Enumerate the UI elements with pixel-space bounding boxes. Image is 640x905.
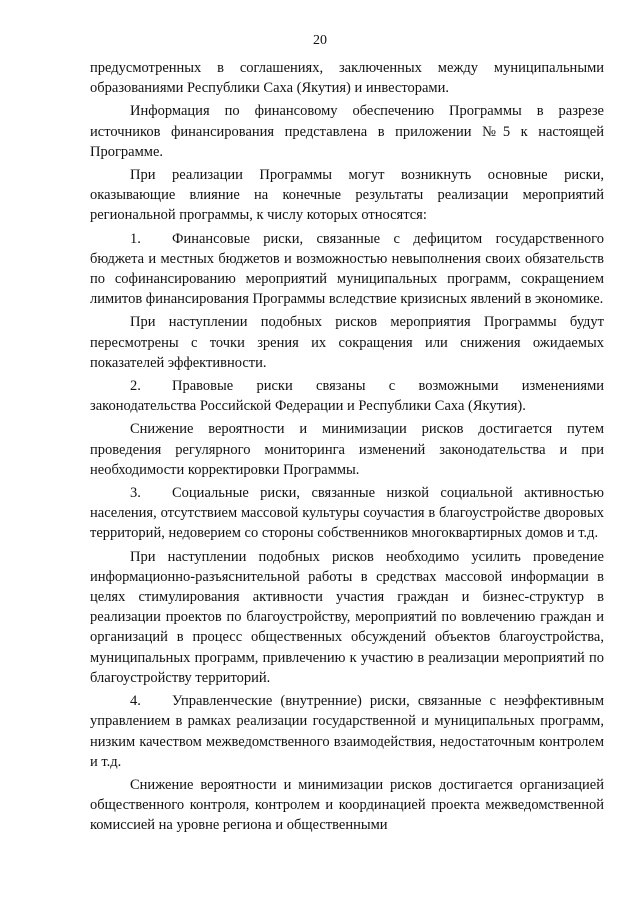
list-item-text: Социальные риски, связанные низкой социальной активностью населения, отсутствием массовой культуры соучастия в благоустройстве дворовых территорий, недоверием со стороны собственников многоквартирных домов и т.д. bbox=[90, 485, 604, 542]
list-number: 1. bbox=[130, 230, 141, 247]
list-number: 3. bbox=[130, 485, 141, 502]
document-body bbox=[90, 58, 604, 839]
list-number: 4. bbox=[130, 693, 141, 710]
paragraph-financing-info: Информация по финансовому обеспечению Программы в разрезе источников финансирования представлена в приложении №5 к настоящей Программе. bbox=[90, 103, 604, 160]
paragraph-legal-mitigation: Снижение вероятности и минимизации рисков достигается путем проведения регулярного мониторинга изменений законодательства и при необходимости корректировки Программы. bbox=[90, 421, 604, 478]
paragraph-management-mitigation: Снижение вероятности и минимизации рисков достигается организацией общественного контроля, контролем и координацией проекта межведомственной комиссией на уровне региона и общественными bbox=[90, 776, 604, 834]
list-number: 2. bbox=[130, 378, 141, 395]
list-item-financial-risks bbox=[90, 229, 604, 310]
paragraph-continuation: предусмотренных в соглашениях, заключенных между муниципальными образованиями Республики Саха (Якутия) и инвесторами. bbox=[90, 60, 604, 97]
page-number: 20 bbox=[313, 33, 327, 48]
list-item-text: Правовые риски связаны с возможными изменениями законодательства Российской Федерации и Республики Саха (Якутия). bbox=[90, 378, 604, 415]
paragraph-risks-intro: При реализации Программы могут возникнуть основные риски, оказывающие влияние на конечные результаты реализации мероприятий региональной программы, к числу которых относятся: bbox=[90, 167, 604, 224]
list-item-management-risks bbox=[90, 691, 604, 772]
list-item-text: Управленческие (внутренние) риски, связанные с неэффективным управлением в рамках реализации государственной и муниципальных программ, низким качеством межведомственного взаимодействия, недостаточным контролем и т.д. bbox=[90, 693, 604, 770]
paragraph-social-mitigation: При наступлении подобных рисков необходимо усилить проведение информационно-разъяснительной работы в средствах массовой информации в целях стимулирования активности участия граждан и бизнес-структур в реализации проектов по благоустройству, мероприятий по вовлечению граждан и организаций в процесс общественных обсуждений объектов благоустройства, муниципальных программ, привлечению к участию в реализации мероприятий по благоустройству территорий. bbox=[90, 548, 604, 686]
list-item-social-risks bbox=[90, 483, 604, 544]
list-item-legal-risks bbox=[90, 376, 604, 416]
paragraph-financial-mitigation: При наступлении подобных рисков мероприятия Программы будут пересмотрены с точки зрения их сокращения или снижения ожидаемых показателей эффективности. bbox=[90, 314, 604, 371]
list-item-text: Финансовые риски, связанные с дефицитом государственного бюджета и местных бюджетов и возможностью невыполнения своих обязательств по софинансированию мероприятий муниципальных программ, сокращением лимитов финансирования Программы вследствие кризисных явлений в экономике. bbox=[90, 230, 604, 308]
